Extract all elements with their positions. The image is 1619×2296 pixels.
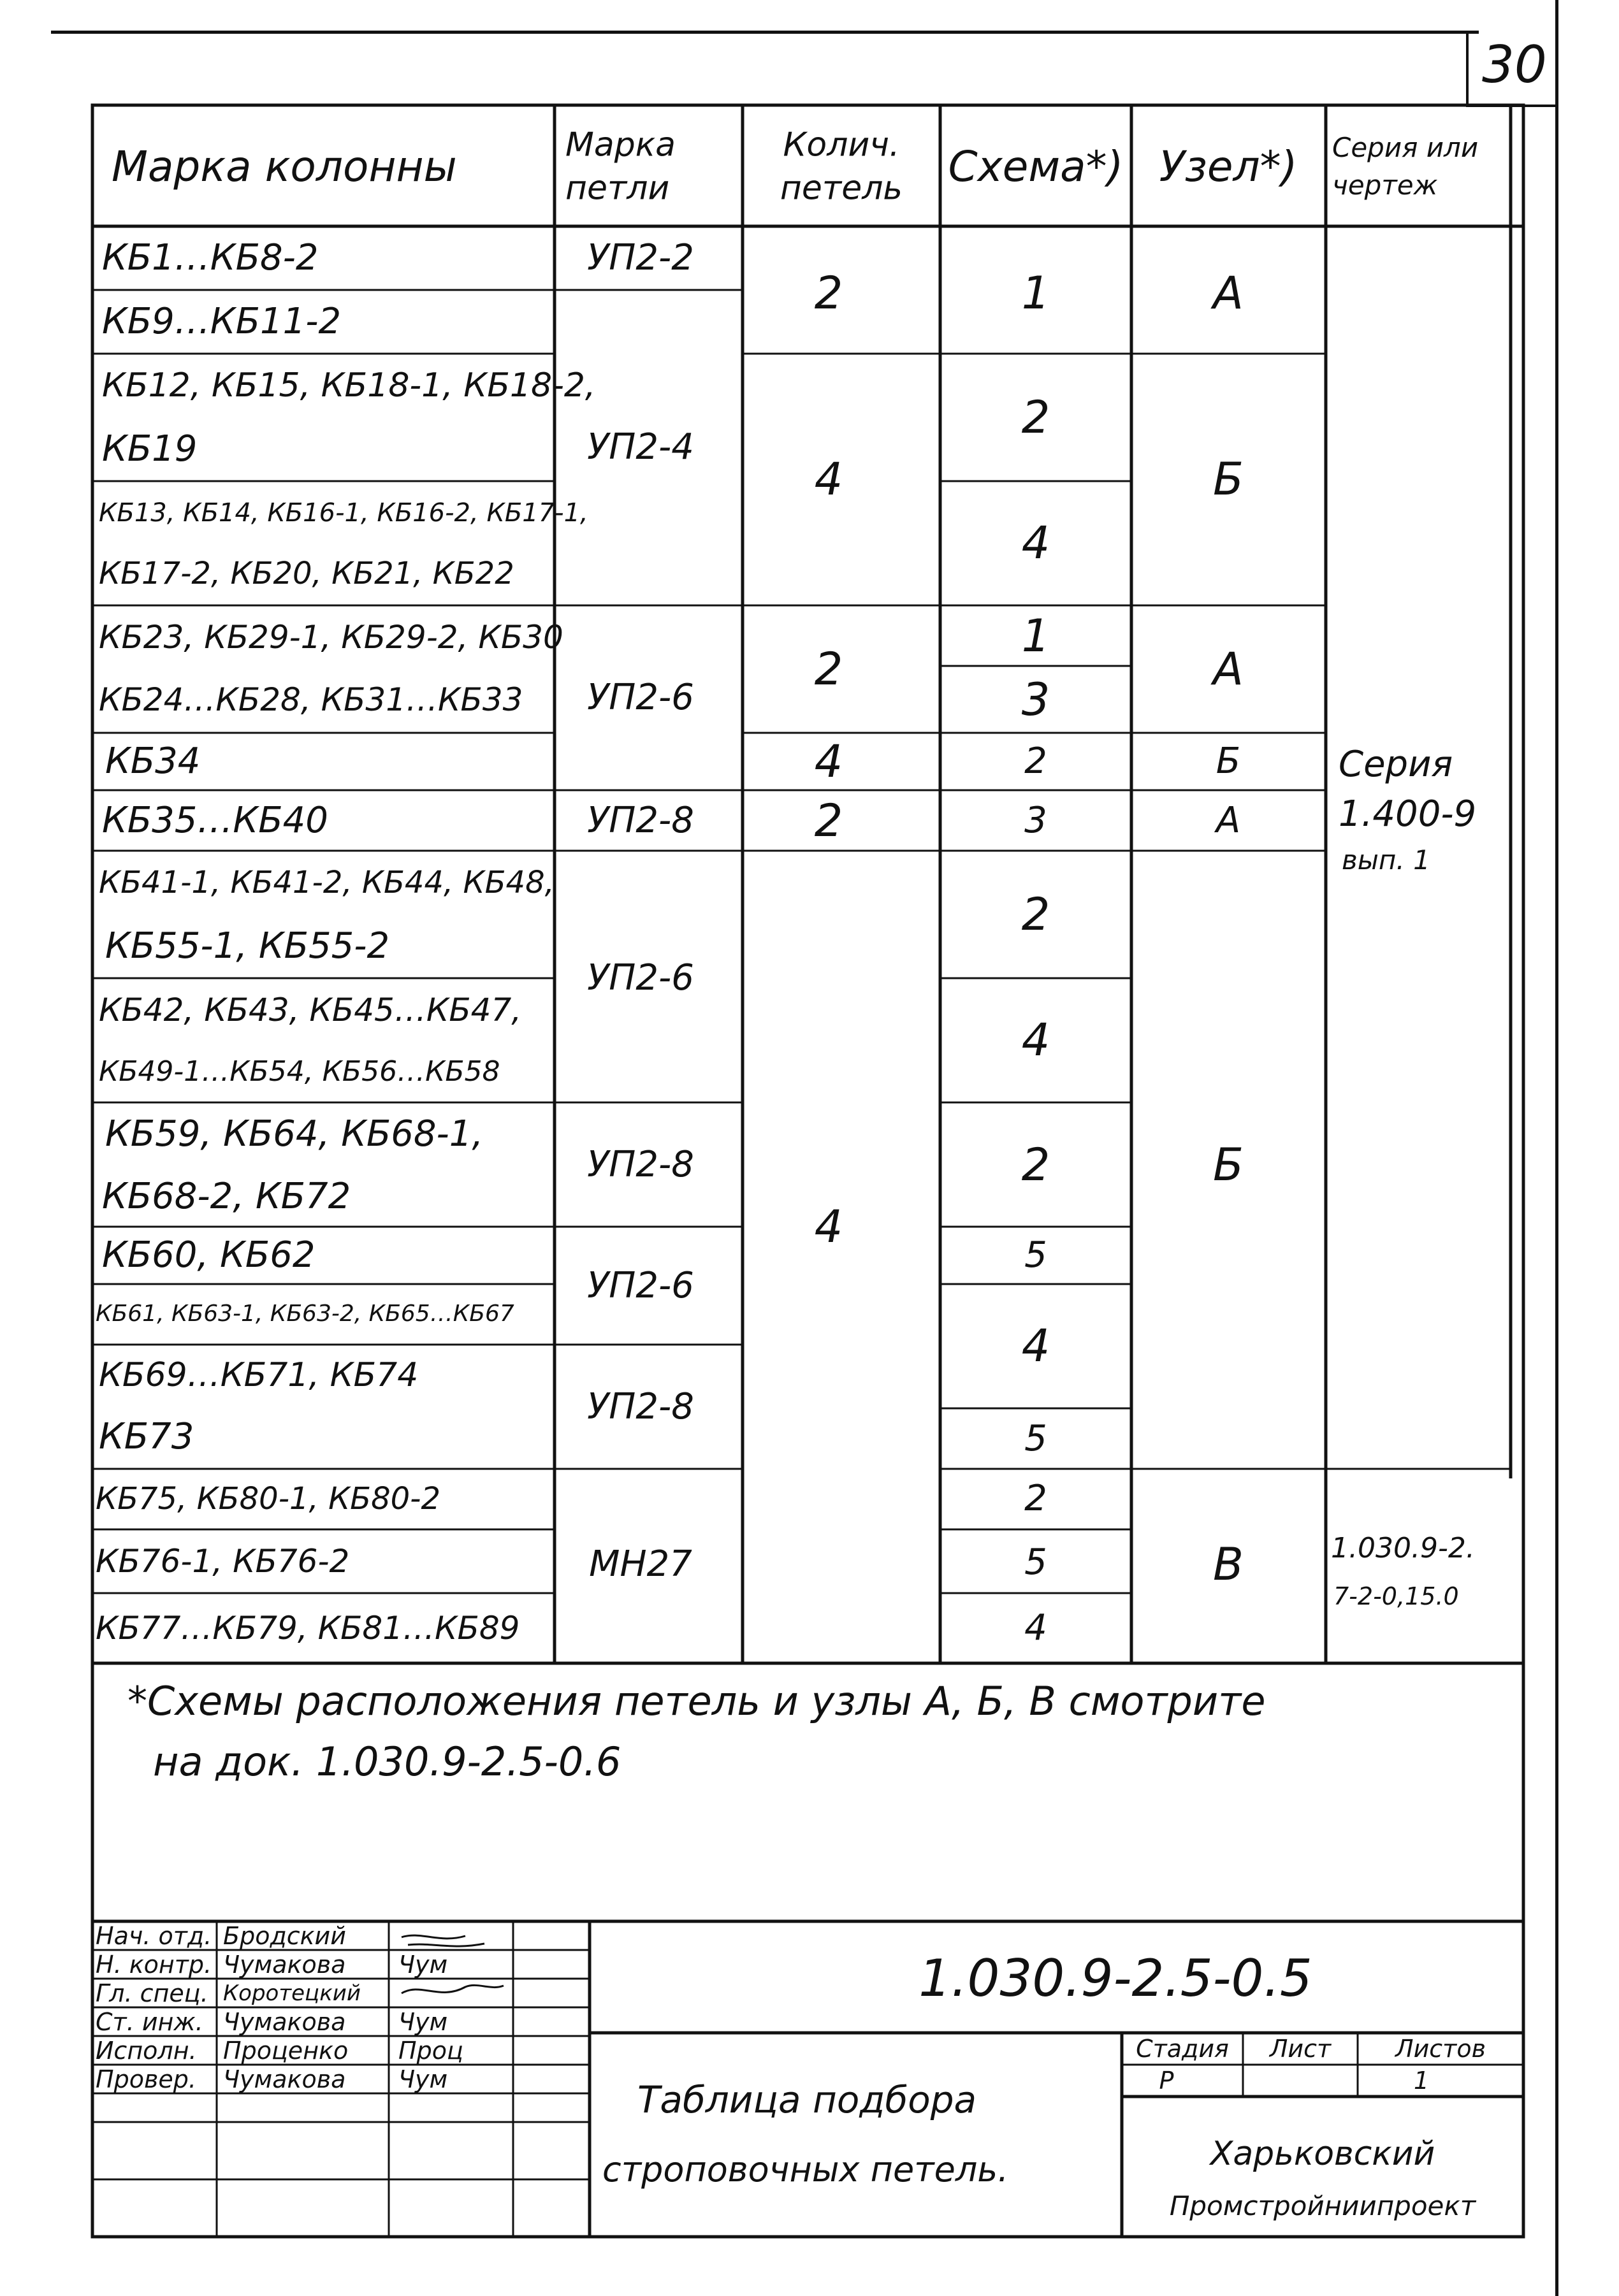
loop-mark-3: УП2-6 [587, 677, 694, 718]
stage-label: Стадия [1136, 2035, 1229, 2063]
column-mark-18: КБ61, КБ63-1, КБ63-2, КБ65…КБ67 [96, 1301, 514, 1327]
node-5: А [1216, 800, 1241, 841]
footnote-line1: *Схемы расположения петель и узлы А, Б, В смотрите [127, 1678, 1266, 1724]
node-2: Б [1212, 453, 1244, 505]
scheme-4: 1 [1021, 610, 1050, 662]
scheme-9: 4 [1021, 1014, 1050, 1066]
loop-mark-9: МН27 [589, 1543, 692, 1585]
scheme-1: 1 [1021, 267, 1050, 319]
node-3: А [1213, 643, 1244, 695]
tb-role-3: Гл. спец. [96, 1979, 208, 2007]
tb-role-1: Нач. отд. [96, 1922, 212, 1950]
series-alt-line1: 1.030.9-2. [1331, 1532, 1475, 1564]
loop-count-1: 2 [814, 267, 843, 319]
signature-scribbles [395, 1924, 510, 2007]
sheet-label: Лист [1269, 2035, 1332, 2063]
column-mark-21: КБ75, КБ80-1, КБ80-2 [96, 1481, 441, 1517]
column-mark-7: КБ23, КБ29-1, КБ29-2, КБ30 [99, 619, 563, 656]
column-mark-2: КБ9…КБ11-2 [102, 301, 342, 342]
loop-mark-6: УП2-8 [587, 1144, 694, 1185]
tb-role-6: Провер. [96, 2065, 196, 2093]
loop-mark-8: УП2-8 [587, 1386, 694, 1427]
sheet-number: 30 [1482, 35, 1547, 94]
column-mark-15: КБ59, КБ64, КБ68-1, [105, 1113, 484, 1155]
column-mark-9: КБ34 [105, 740, 201, 782]
loop-mark-1: УП2-2 [587, 237, 694, 278]
header-scheme: Схема*) [948, 142, 1124, 191]
tb-sign-6: Чум [398, 2065, 448, 2093]
loop-mark-5: УП2-6 [587, 957, 694, 999]
column-mark-17: КБ60, КБ62 [102, 1234, 316, 1276]
org-line2: Промстройниипроект [1169, 2190, 1476, 2221]
footnote-line2: на док. 1.030.9-2.5-0.6 [153, 1738, 621, 1785]
column-mark-4: КБ19 [102, 428, 198, 470]
node-6: Б [1212, 1139, 1244, 1191]
loop-mark-2: УП2-4 [587, 426, 694, 468]
series-main-line1: Серия [1339, 744, 1453, 785]
column-mark-22: КБ76-1, КБ76-2 [96, 1543, 350, 1580]
series-main-line3: вып. 1 [1342, 844, 1430, 876]
tb-role-5: Исполн. [96, 2037, 197, 2065]
tb-name-1: Бродский [223, 1922, 346, 1950]
tb-name-3: Коротецкий [223, 1981, 361, 2006]
node-4: Б [1216, 740, 1241, 782]
tb-name-2: Чумакова [223, 1951, 346, 1979]
tb-sign-4: Чум [398, 2008, 448, 2036]
doc-code: 1.030.9-2.5-0.5 [918, 1949, 1312, 2008]
loop-count-5: 2 [814, 795, 843, 847]
column-mark-13: КБ42, КБ43, КБ45…КБ47, [99, 992, 522, 1029]
scheme-12: 4 [1021, 1320, 1050, 1372]
scheme-7: 3 [1024, 800, 1047, 841]
tb-name-5: Проценко [223, 2037, 349, 2065]
scheme-14: 2 [1024, 1478, 1047, 1519]
scheme-15: 5 [1024, 1541, 1047, 1583]
tb-role-2: Н. контр. [96, 1951, 212, 1979]
tb-sign-5: Проц [398, 2037, 463, 2065]
tb-sign-2: Чум [398, 1951, 448, 1979]
scheme-10: 2 [1021, 1139, 1050, 1191]
stage-value: Р [1159, 2067, 1174, 2095]
column-mark-8: КБ24…КБ28, КБ31…КБ33 [99, 681, 523, 718]
column-mark-3: КБ12, КБ15, КБ18-1, КБ18-2, [102, 366, 596, 405]
node-1: А [1213, 267, 1244, 319]
scheme-6: 2 [1024, 740, 1047, 782]
doc-title-line2: строповочных петель. [602, 2149, 1009, 2190]
scheme-16: 4 [1024, 1607, 1047, 1649]
header-series: Серия или чертеж [1332, 132, 1479, 201]
sheets-value: 1 [1413, 2067, 1430, 2095]
tb-name-6: Чумакова [223, 2065, 346, 2093]
header-node: Узел*) [1159, 142, 1298, 191]
sheets-label: Листов [1395, 2035, 1486, 2063]
doc-title-line1: Таблица подбора [637, 2078, 977, 2121]
loop-count-4: 4 [814, 735, 843, 788]
header-loop-mark: Марка петли [565, 126, 676, 207]
scheme-13: 5 [1024, 1418, 1047, 1459]
loop-count-3: 2 [814, 643, 843, 695]
column-mark-12: КБ55-1, КБ55-2 [105, 925, 390, 967]
scheme-3: 4 [1021, 517, 1050, 569]
series-alt-line2: 7-2-0,15.0 [1333, 1582, 1459, 1610]
loop-mark-7: УП2-6 [587, 1265, 694, 1306]
node-7: В [1212, 1538, 1244, 1591]
column-mark-20: КБ73 [99, 1416, 194, 1457]
series-main-line2: 1.400-9 [1339, 793, 1477, 835]
column-mark-14: КБ49-1…КБ54, КБ56…КБ58 [99, 1055, 500, 1088]
header-column-mark: Марка колонны [112, 142, 457, 191]
loop-count-2: 4 [814, 453, 843, 505]
column-mark-6: КБ17-2, КБ20, КБ21, КБ22 [99, 556, 514, 591]
org-line1: Харьковский [1210, 2135, 1435, 2173]
loop-count-6: 4 [814, 1201, 843, 1253]
scheme-5: 3 [1021, 674, 1050, 726]
column-mark-10: КБ35…КБ40 [102, 800, 328, 841]
header-loop-count: Колич. петель [780, 126, 903, 207]
tb-name-4: Чумакова [223, 2008, 346, 2036]
tb-role-4: Ст. инж. [96, 2008, 203, 2036]
scheme-2: 2 [1021, 391, 1050, 444]
scheme-11: 5 [1024, 1234, 1047, 1276]
column-mark-11: КБ41-1, КБ41-2, КБ44, КБ48, [99, 865, 555, 900]
column-mark-23: КБ77…КБ79, КБ81…КБ89 [96, 1610, 520, 1647]
column-mark-16: КБ68-2, КБ72 [102, 1176, 351, 1217]
scheme-8: 2 [1021, 888, 1050, 941]
column-mark-5: КБ13, КБ14, КБ16-1, КБ16-2, КБ17-1, [99, 498, 588, 528]
column-mark-1: КБ1…КБ8-2 [102, 237, 319, 278]
column-mark-19: КБ69…КБ71, КБ74 [99, 1356, 419, 1394]
loop-mark-4: УП2-8 [587, 800, 694, 841]
